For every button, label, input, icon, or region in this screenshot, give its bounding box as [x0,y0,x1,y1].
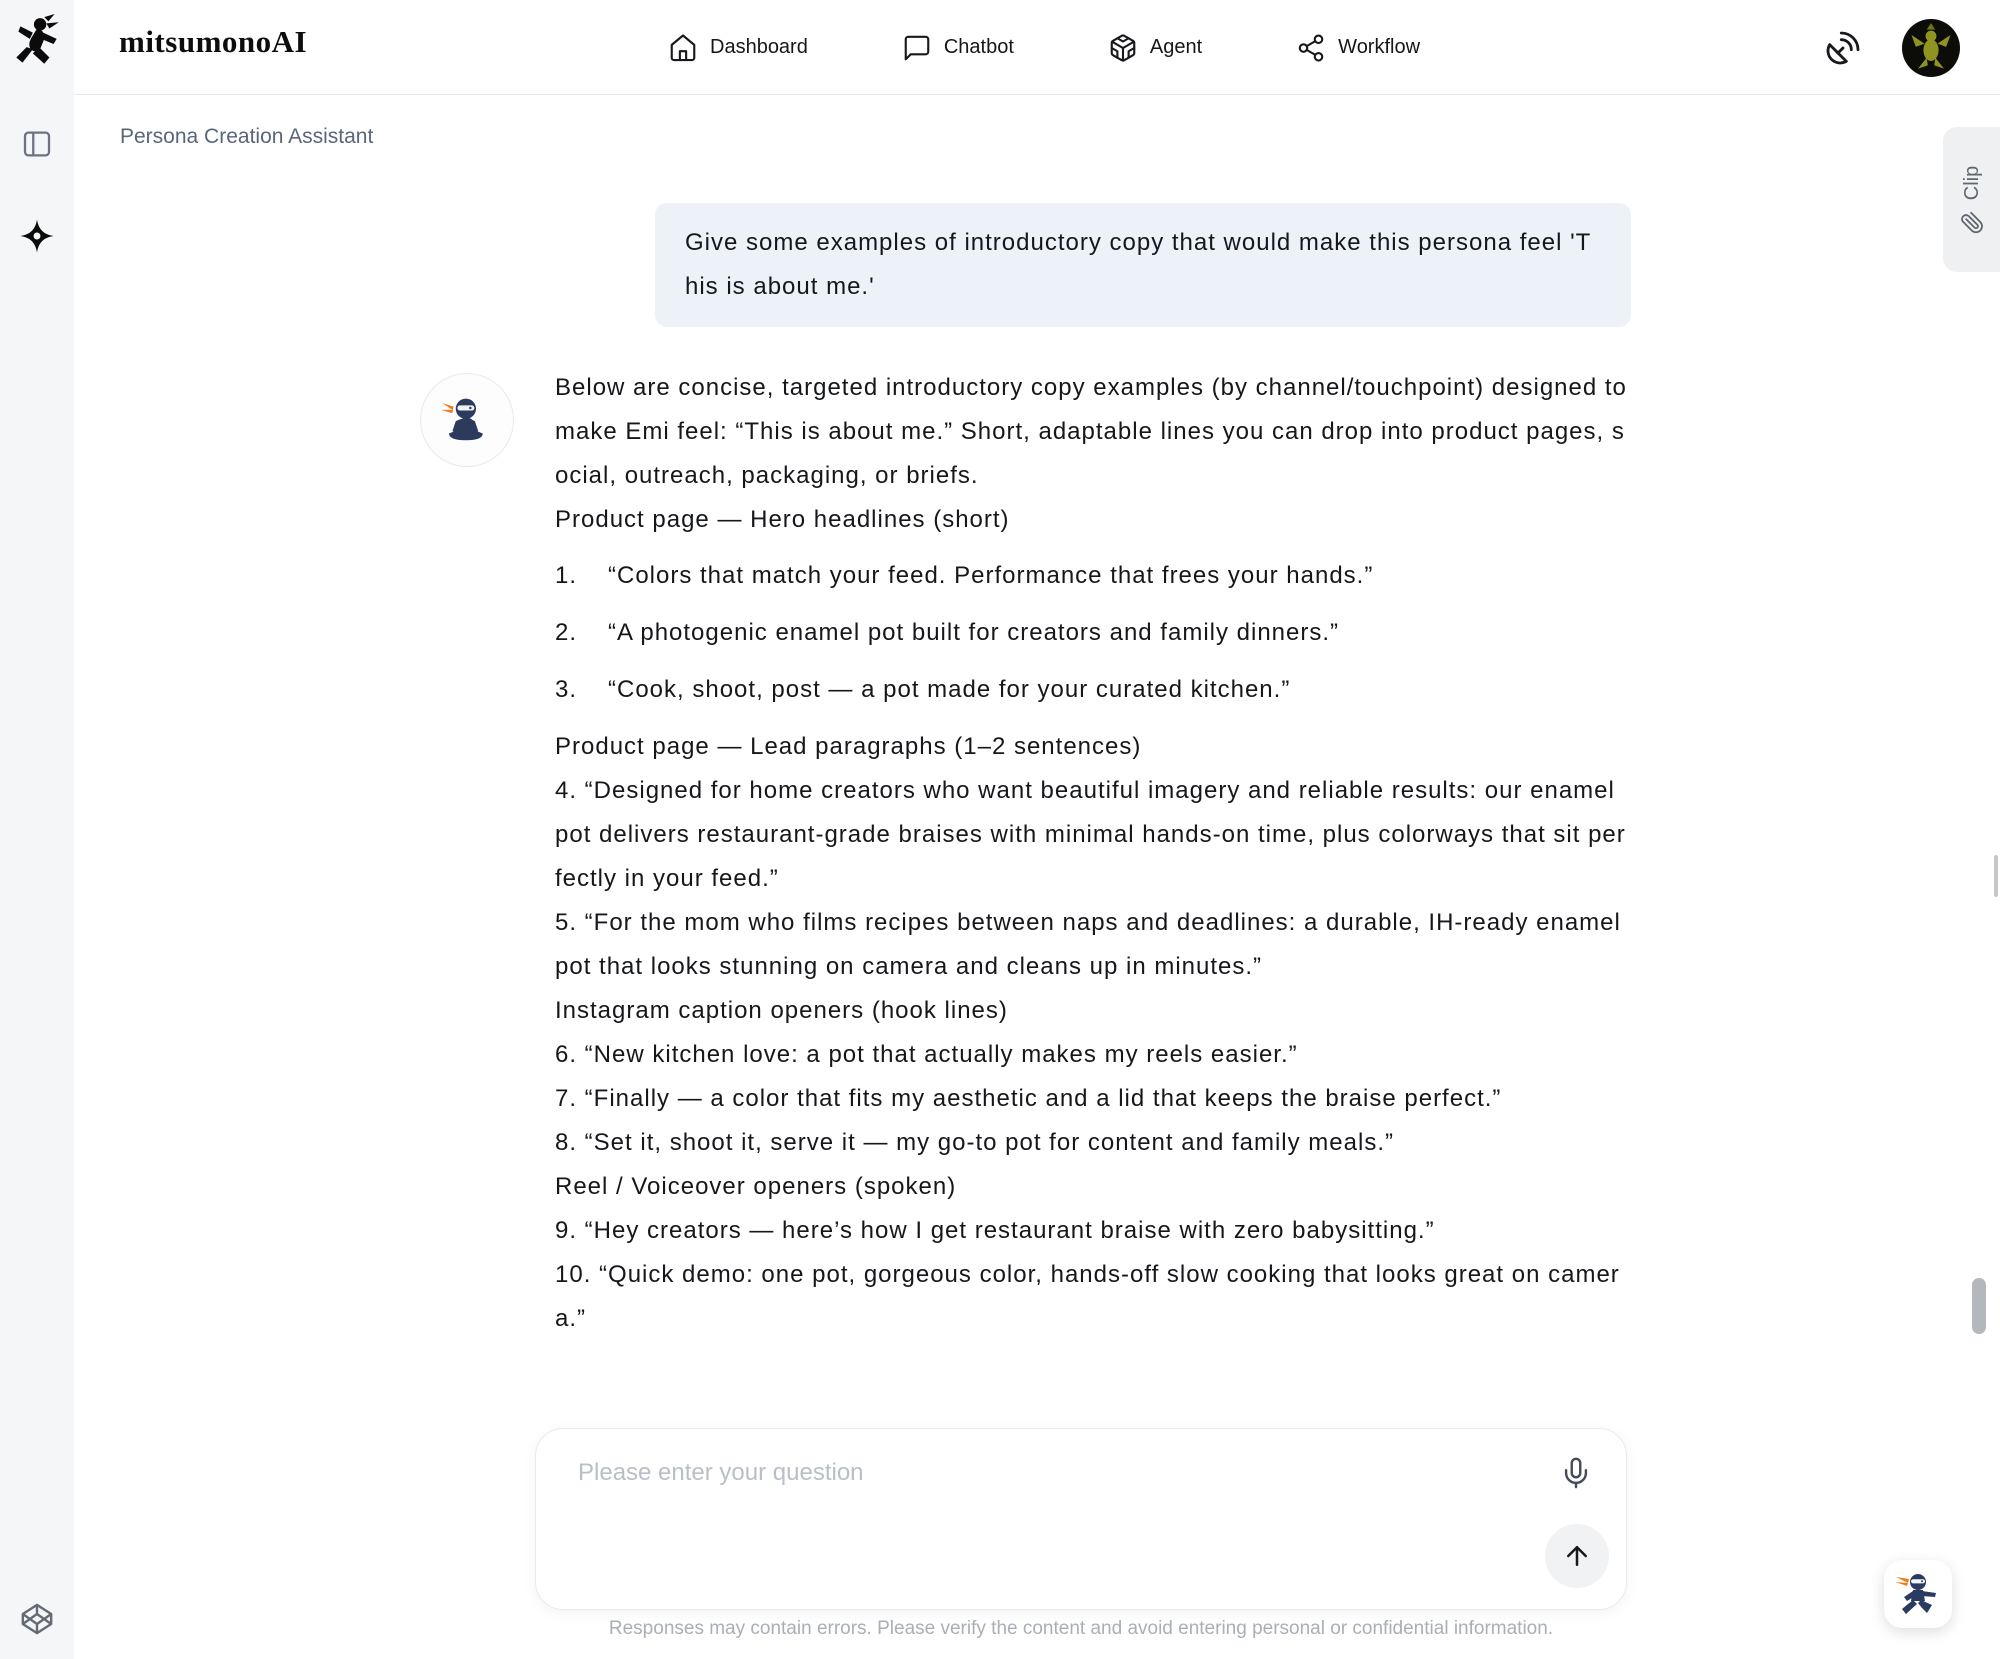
list-item [555,554,1633,598]
disclaimer-text: Responses may contain errors. Please verify the content and avoid entering personal or confidential information. [608,1618,1554,1639]
nav-item-workflow[interactable] [1296,33,1420,63]
brand-logo-ninja-icon[interactable] [11,14,63,72]
list-item: 9. “Hey creators — here’s how I get restaurant braise with zero babysitting.” [555,1217,1435,1244]
brand-name[interactable]: mitsumonoAI [119,24,308,59]
nav-label: Dashboard [710,36,808,58]
nav-label: Chatbot [943,36,1014,58]
clip-tab-label: Clip [1960,165,1982,200]
home-icon [668,33,698,63]
left-rail [0,0,74,1659]
section-heading: Product page — Hero headlines (short) [555,506,1010,533]
list-item [555,668,1633,712]
assistant-fab-button[interactable] [1884,1560,1952,1628]
list-item: 8. “Set it, shoot it, serve it — my go-to pot for content and family meals.” [555,1129,1394,1156]
list-item-text: “A photogenic enamel pot built for creators and family dinners.” [608,619,1340,646]
codepen-cube-icon[interactable] [15,1597,59,1641]
question-input[interactable] [578,1459,1478,1579]
send-button[interactable] [1545,1524,1609,1588]
list-item: 5. “For the mom who films recipes between naps and deadlines: a durable, IH-ready enamel pot that looks stunning on camera and cleans up in minutes.” [555,909,1621,980]
list-item-number: 2. [555,619,578,646]
list-item: 4. “Designed for home creators who want beautiful imagery and reliable results: our enamel pot delivers restaurant-grade braises with minimal hands-on time, plus colorways that sit perfectly in your feed.” [555,777,1626,892]
clip-tab[interactable] [1943,127,2000,272]
list-item: 7. “Finally — a color that fits my aesthetic and a lid that keeps the braise perfect.” [555,1085,1502,1112]
running-ninja-icon [1894,1570,1942,1618]
section-heading: Reel / Voiceover openers (spoken) [555,1173,957,1200]
paperclip-icon [1960,210,1984,234]
page-scrollbar-thumb[interactable] [1994,855,1998,897]
section-heading: Instagram caption openers (hook lines) [555,997,1008,1024]
satellite-dish-icon[interactable] [1822,27,1864,69]
list-item-number: 1. [555,562,578,589]
list-item-text: “Colors that match your feed. Performance that frees your hands.” [608,562,1374,589]
assistant-avatar [420,373,514,467]
chat-icon [902,33,932,63]
assistant-intro: Below are concise, targeted introductory copy examples (by channel/touchpoint) designed to make Emi feel: “This is about me.” Short, adaptable lines you can drop into product pages, social, outreach, packaging, or briefs. [555,374,1627,489]
share-icon [1296,33,1326,63]
top-header [74,0,2000,95]
chat-panel [74,95,2000,1659]
nav-item-agent[interactable] [1108,33,1202,63]
nav-label: Agent [1149,36,1203,58]
composer [535,1428,1627,1610]
numbered-list [555,554,1633,712]
arrow-up-icon [1562,1541,1592,1571]
sitting-ninja-icon [440,393,494,447]
microphone-icon[interactable] [1556,1453,1596,1493]
user-message-bubble: Give some examples of introductory copy that would make this persona feel 'This is about me.' [655,203,1631,327]
nav-item-dashboard[interactable] [668,33,808,63]
section-heading: Product page — Lead paragraphs (1–2 sentences) [555,733,1142,760]
list-item-text: “Cook, shoot, post — a pot made for your curated kitchen.” [608,676,1291,703]
chat-title: Persona Creation Assistant [120,125,374,148]
list-item: 10. “Quick demo: one pot, gorgeous color, hands-off slow cooking that looks great on camera.” [555,1261,1620,1332]
list-item-number: 3. [555,676,578,703]
main-nav [668,0,1420,95]
list-item [555,611,1633,655]
header-right [1822,0,1960,95]
sidebar-toggle-button[interactable] [15,122,59,166]
assistant-message [555,366,1633,1341]
user-avatar[interactable] [1902,19,1960,77]
chat-scrollbar-thumb[interactable] [1972,1278,1986,1334]
nav-item-chatbot[interactable] [902,33,1014,63]
nav-label: Workflow [1338,36,1421,58]
shuriken-star-icon[interactable] [15,214,59,258]
list-item: 6. “New kitchen love: a pot that actually makes my reels easier.” [555,1041,1298,1068]
box-icon [1108,33,1138,63]
assistant-sections [555,498,1633,1341]
